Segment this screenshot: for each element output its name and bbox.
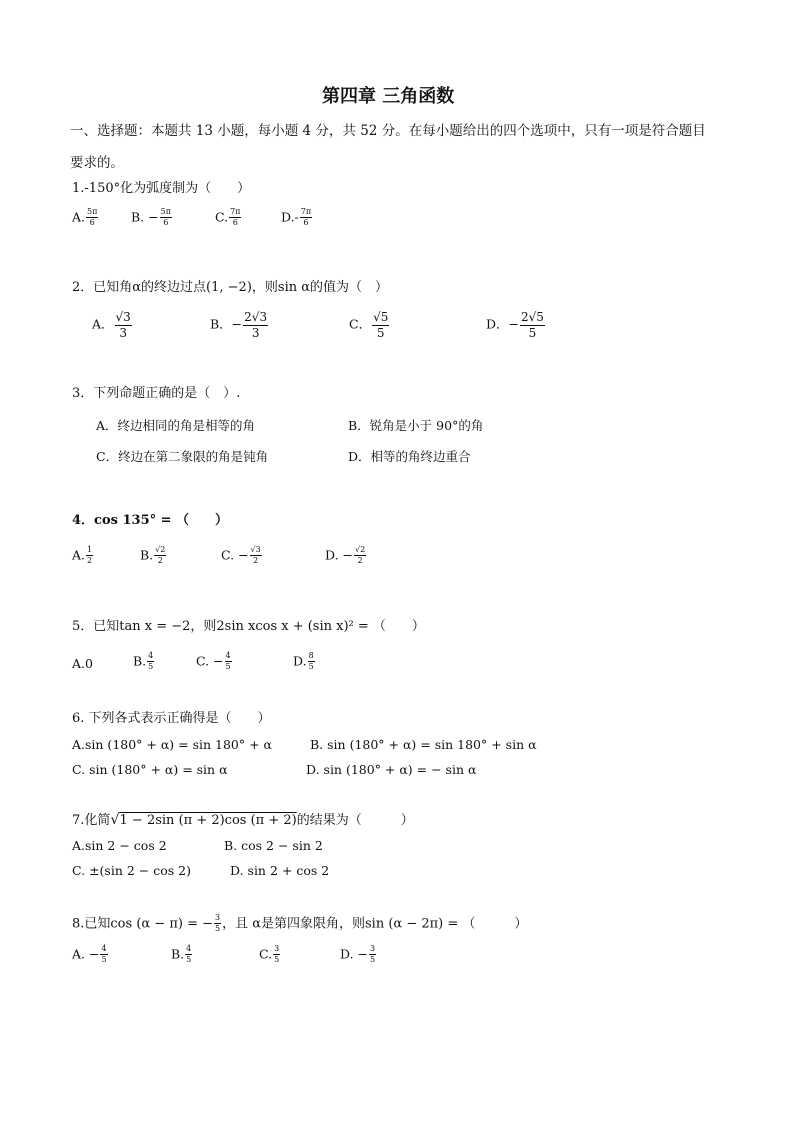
section-heading-line2: 要求的。 [70,155,124,171]
question-2-option-c: C． $\frac{√5}{5}$ [349,310,389,340]
question-5-option-b: B. $\frac{4}{5}$ [133,651,154,672]
question-7-option-a: A.sin 2 − cos 2 [72,838,167,853]
question-1-stem: 1.-150°化为弧度制为（ ） [72,181,251,196]
question-4-option-d: D. − $\frac{√2}{2}$ [325,545,366,566]
question-3-option-a: A．终边相同的角是相等的角 [96,418,256,433]
question-8-option-c: C. $\frac{3}{5}$ [259,944,280,965]
question-4-option-a: A. $\frac{1}{2}$ [72,545,93,566]
question-2-stem: 2．已知角α的终边过点(1, −2)，则sin α的值为（ ） [72,280,389,295]
question-4-option-b: B. $\frac{√2}{2}$ [140,545,166,566]
question-3-option-d: D．相等的角终边重合 [348,449,471,464]
question-6-option-b: B. sin (180° + α) = sin 180° + sin α [310,737,537,752]
question-1-option-d: D.- $\frac{7\pi}{6}$ [281,207,312,228]
question-8-stem: 8.已知cos (α − π) = − $\frac{3}{5}$ ，且 α是第四象限角，则sin (α − 2π) = （ ） [72,913,528,934]
question-4-option-c: C. − $\frac{√3}{2}$ [221,545,261,566]
question-2-option-b: B．− $\frac{2√3}{3}$ [210,310,268,340]
question-5-stem: 5．已知tan x = −2，则2sin xcos x + (sin x)² = （ ） [72,619,425,634]
question-3-stem: 3．下列命题正确的是（ ）. [72,386,241,401]
question-8-option-a: A. − $\frac{4}{5}$ [72,944,107,965]
question-5-option-c: C. − $\frac{4}{5}$ [196,651,231,672]
question-6-option-d: D. sin (180° + α) = − sin α [306,762,477,777]
question-4-stem: 4．cos 135° = （ ） [72,513,229,528]
question-6-stem: 6. 下列各式表示正确得是（ ） [72,711,271,726]
question-6-option-c: C. sin (180° + α) = sin α [72,762,228,777]
question-8-option-b: B. $\frac{4}{5}$ [171,944,192,965]
question-3-option-c: C．终边在第二象限的角是钝角 [96,449,269,464]
question-7-option-b: B. cos 2 − sin 2 [224,838,323,853]
question-7-stem: 7.化简√1 − 2sin (π + 2)cos (π + 2)的结果为（ ） [72,812,414,828]
question-2-option-d: D．− $\frac{2√5}{5}$ [486,310,544,340]
page-title: 第四章 三角函数 [322,86,455,107]
question-3-option-b: B．锐角是小于 90°的角 [348,418,484,433]
question-5-option-a: A.0 [72,656,93,671]
question-1-option-c: C. $\frac{7\pi}{6}$ [215,207,241,228]
question-7-option-d: D. sin 2 + cos 2 [230,863,330,878]
section-heading-line1: 一、选择题：本题共 13 小题，每小题 4 分，共 52 分。在每小题给出的四个选项中，只有一项是符合题目 [70,123,706,139]
question-6-option-a: A.sin (180° + α) = sin 180° + α [72,737,272,752]
question-8-option-d: D. − $\frac{3}{5}$ [340,944,376,965]
question-1-option-b: B. − $\frac{5\pi}{6}$ [131,207,171,228]
question-1-option-a: A. $\frac{5\pi}{6}$ [72,207,98,228]
question-5-option-d: D. $\frac{8}{5}$ [293,651,314,672]
question-7-option-c: C. ±(sin 2 − cos 2) [72,863,191,878]
question-2-option-a: A． $\frac{√3}{3}$ [92,310,131,340]
